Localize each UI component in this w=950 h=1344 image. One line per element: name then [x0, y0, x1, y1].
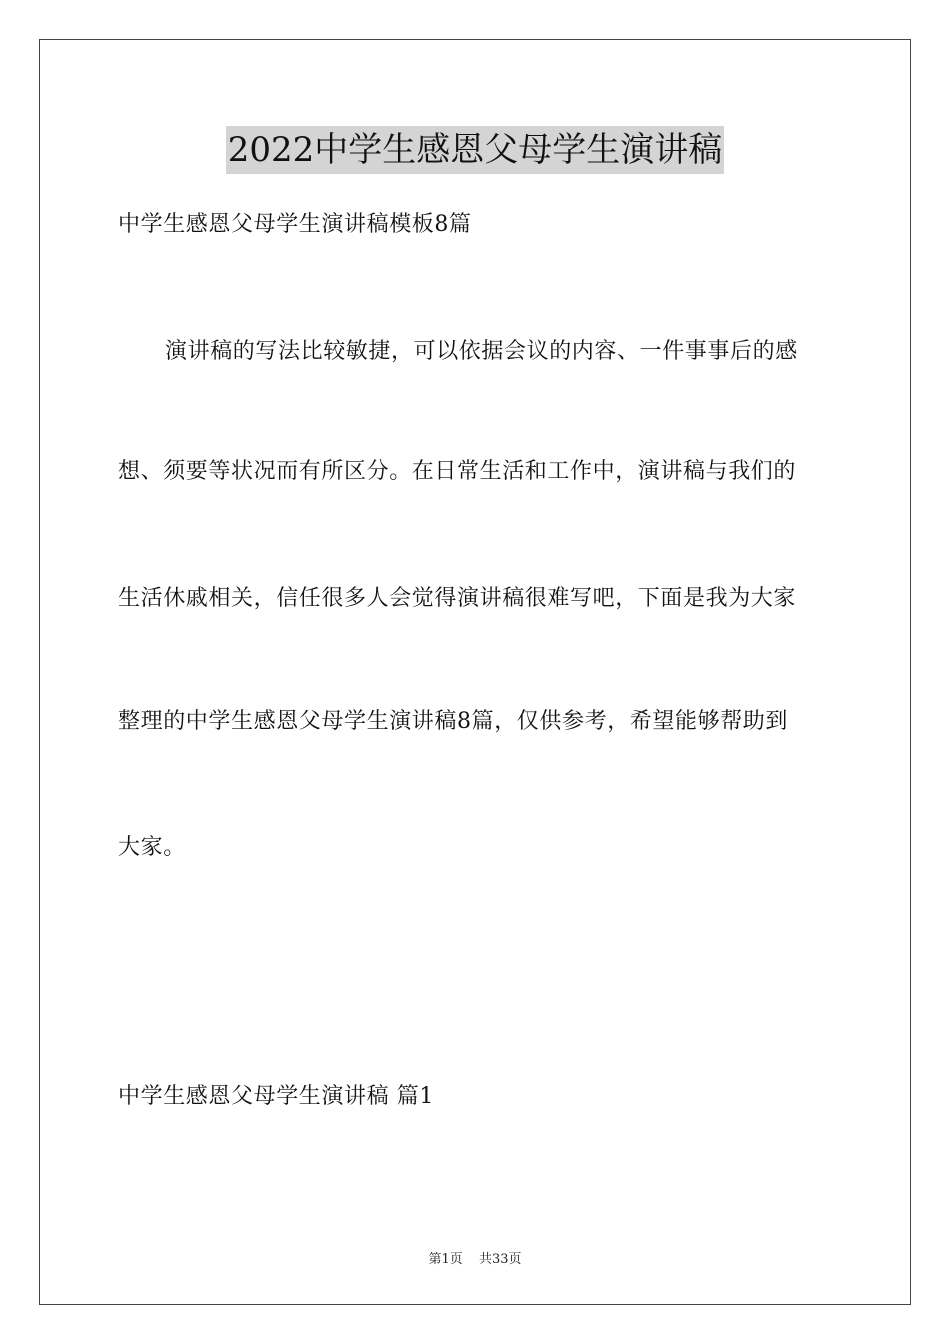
paragraph-line: 大家。 — [118, 835, 186, 860]
paragraph-line: 生活休戚相关，信任很多人会觉得演讲稿很难写吧，下面是我为大家 — [118, 586, 797, 611]
document-title: 2022中学生感恩父母学生演讲稿 — [226, 126, 725, 174]
page-footer — [0, 1248, 950, 1267]
total-pages: 共33页 — [478, 1252, 522, 1267]
title-container — [0, 126, 950, 174]
section-heading: 中学生感恩父母学生演讲稿 篇1 — [118, 1084, 434, 1109]
paragraph-line: 整理的中学生感恩父母学生演讲稿8篇，仅供参考，希望能够帮助到 — [118, 709, 788, 734]
paragraph-line: 想、须要等状况而有所区分。在日常生活和工作中，演讲稿与我们的 — [118, 459, 797, 484]
page-number: 第1页 — [428, 1252, 463, 1267]
paragraph-line: 演讲稿的写法比较敏捷，可以依据会议的内容、一件事事后的感 — [165, 339, 798, 364]
document-subtitle: 中学生感恩父母学生演讲稿模板8篇 — [118, 212, 472, 237]
